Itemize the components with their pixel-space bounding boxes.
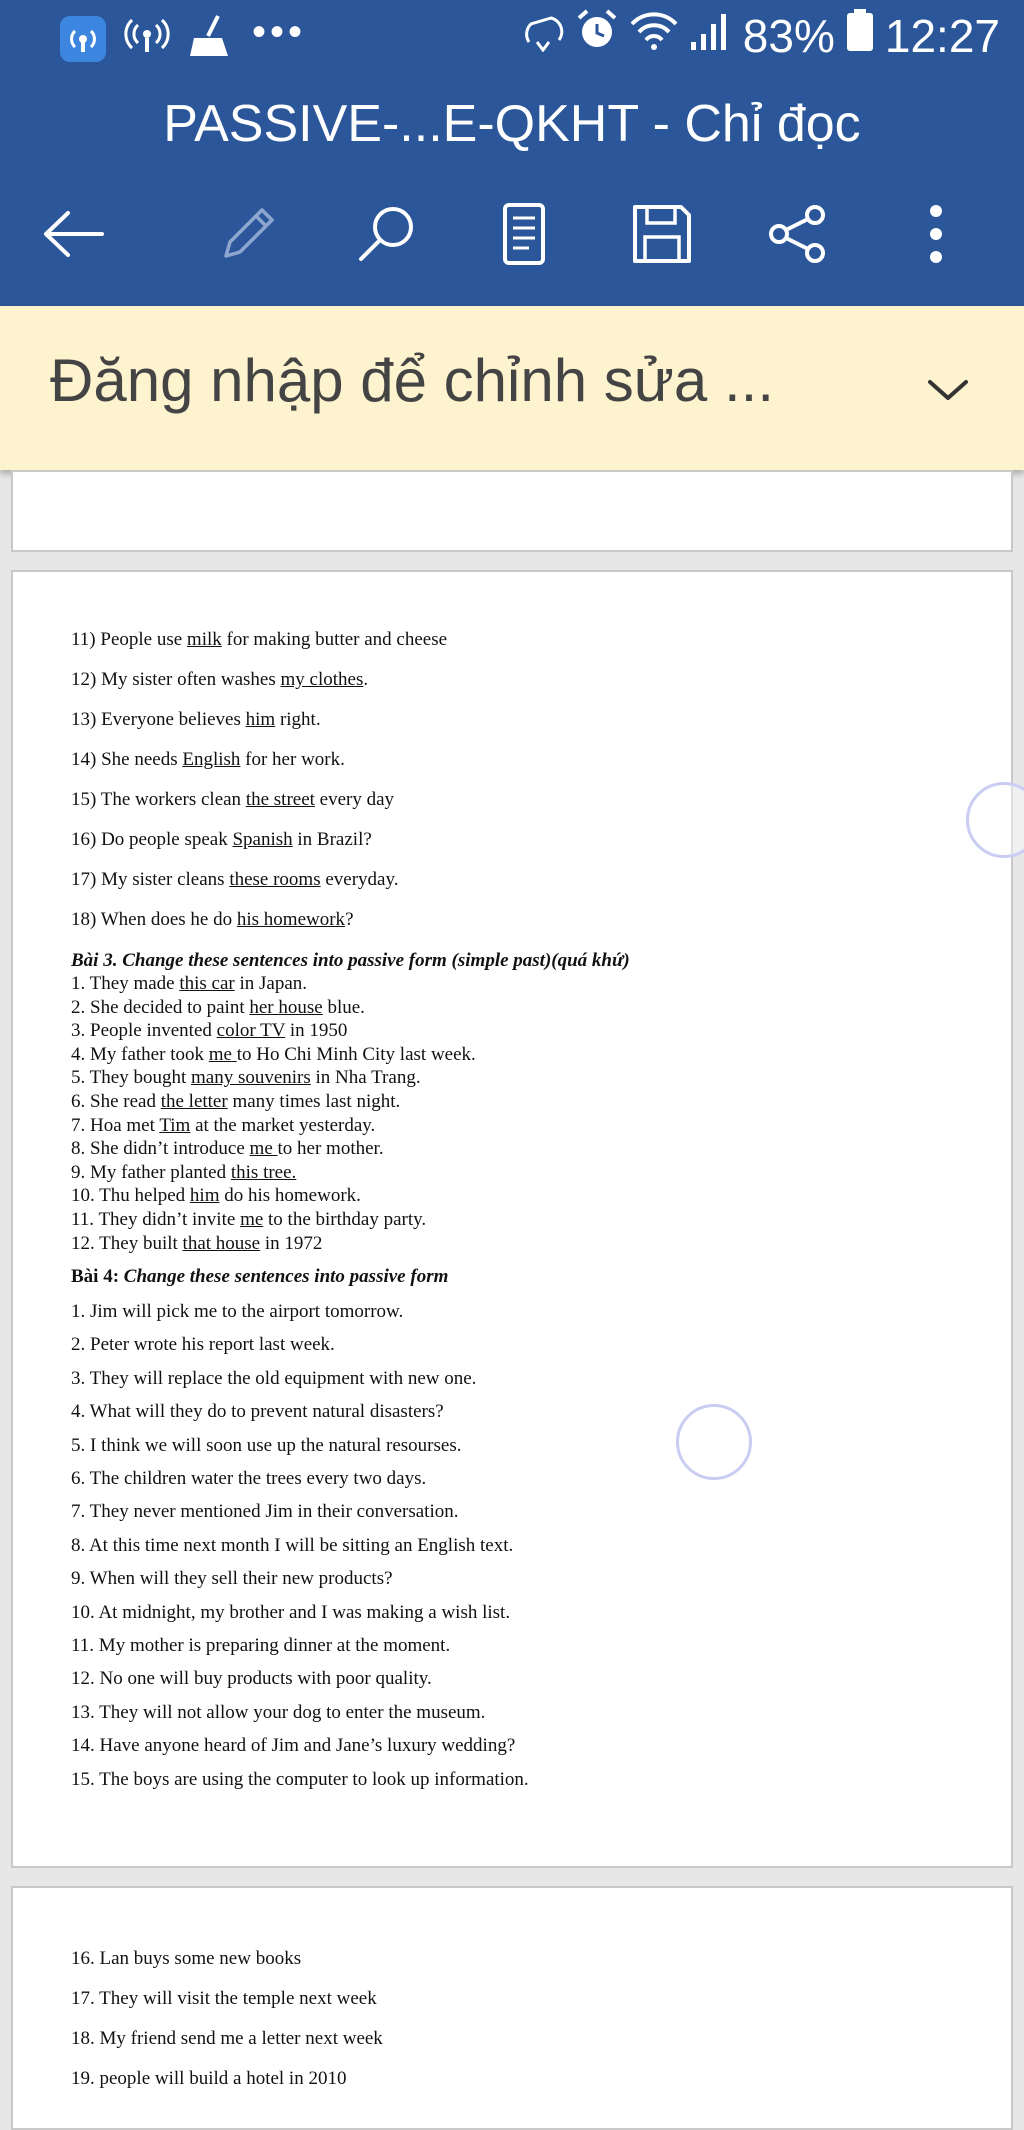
- sign-in-text: Đăng nhập để chỉnh sửa ...: [50, 347, 774, 414]
- sentence-text: .: [363, 669, 369, 690]
- exercise-item: 8. At this time next month I will be sitting an English text.: [71, 1534, 514, 1556]
- exercise-item: 16. Lan buys some new books: [71, 1948, 302, 1969]
- more-options-icon[interactable]: [896, 194, 976, 274]
- exercise-item: 18. My friend send me a letter next week: [71, 2028, 383, 2049]
- sentence-text: 11. They didn’t invite: [71, 1209, 241, 1230]
- exercise-item: 6. The children water the trees every two days.: [71, 1468, 427, 1489]
- document-page-3: [11, 1886, 1013, 2130]
- document-line: [71, 1401, 444, 1423]
- toolbar: [0, 164, 1024, 306]
- sentence-text: 17) My sister cleans: [71, 869, 230, 890]
- section-heading: Change these sentences into passive form: [123, 1266, 449, 1287]
- document-line: [71, 2028, 383, 2050]
- document-line: [71, 950, 630, 972]
- document-line: [71, 1535, 513, 1557]
- exercise-item: 15. The boys are using the computer to look up information.: [71, 1768, 529, 1790]
- document-page-1: [11, 470, 1013, 552]
- exercise-item: 5. I think we will soon use up the natural resourses.: [71, 1434, 462, 1456]
- document-line: [71, 1138, 384, 1160]
- exercise-item: 13. They will not allow your dog to enter the museum.: [71, 1701, 486, 1723]
- back-icon[interactable]: [34, 194, 114, 274]
- sentence-text: 11) People use: [71, 629, 187, 650]
- sentence-text: to her mother.: [277, 1138, 384, 1160]
- sentence-text: every day: [314, 789, 395, 810]
- exercise-item: 4. What will they do to prevent natural disasters?: [71, 1401, 444, 1423]
- document-line: [71, 1044, 476, 1066]
- sentence-text: 3. People invented: [71, 1020, 217, 1042]
- sentence-text: 14) She needs: [71, 749, 183, 770]
- wifi-hotspot-icon: [60, 16, 106, 62]
- sentence-text: for making butter and cheese: [221, 629, 448, 650]
- document-line: [71, 1334, 335, 1356]
- document-line: [71, 1602, 510, 1624]
- alarm-icon: [575, 8, 619, 63]
- sentence-text: 7. Hoa met: [71, 1114, 160, 1136]
- status-bar: [0, 0, 1024, 84]
- underlined-object: him: [245, 709, 276, 730]
- exercise-item: 7. They never mentioned Jim in their conversation.: [71, 1501, 459, 1523]
- sentence-text: 8. She didn’t introduce: [71, 1138, 250, 1160]
- underlined-object: the street: [245, 789, 315, 810]
- document-title: PASSIVE-...E-QKHT - Chỉ đọc: [0, 84, 1024, 164]
- exercise-item: 1. Jim will pick me to the airport tomorrow.: [71, 1301, 404, 1322]
- sentence-text: right.: [275, 709, 321, 730]
- document-line: [71, 1988, 377, 2010]
- underlined-object: English: [182, 749, 241, 770]
- sentence-text: 12. They built: [71, 1232, 183, 1254]
- document-line: [71, 1266, 448, 1288]
- chevron-down-icon[interactable]: [924, 366, 972, 414]
- sentence-text: to the birthday party.: [263, 1209, 427, 1230]
- underlined-object: Tim: [159, 1114, 191, 1136]
- battery-percent: 83%: [742, 9, 835, 62]
- document-line: [71, 1233, 322, 1255]
- document-line: [71, 1020, 347, 1042]
- sentence-text: to Ho Chi Minh City last week.: [236, 1043, 476, 1065]
- underlined-object: me: [249, 1138, 278, 1160]
- sentence-text: 9. My father planted: [71, 1161, 231, 1183]
- document-line: [71, 1368, 476, 1390]
- sentence-text: 16) Do people speak: [71, 829, 233, 850]
- exercise-item: 2. Peter wrote his report last week.: [71, 1334, 335, 1356]
- sentence-text: 13) Everyone believes: [71, 709, 246, 730]
- document-line: [71, 629, 447, 651]
- underlined-object: milk: [186, 629, 222, 650]
- underlined-object: the letter: [160, 1091, 228, 1112]
- document-line: [71, 1301, 403, 1323]
- sentence-text: 18) When does he do: [71, 909, 237, 930]
- sentence-text: everyday.: [320, 869, 399, 890]
- more-notifications-icon: •••: [252, 9, 307, 54]
- exercise-item: 17. They will visit the temple next week: [71, 1988, 377, 2009]
- document-line: [71, 1209, 426, 1231]
- underlined-object: his homework: [236, 909, 346, 930]
- document-line: [71, 2068, 346, 2090]
- underlined-object: this car: [179, 973, 235, 994]
- sentence-text: in 1972: [260, 1232, 323, 1254]
- underlined-object: me: [208, 1043, 237, 1065]
- status-left-icons: [60, 9, 307, 63]
- section-heading: Bài 3. Change these sentences into passive form (simple past)(quá khứ): [71, 950, 630, 971]
- sentence-text: 4. My father took: [71, 1043, 209, 1065]
- sentence-text: 15) The workers clean: [71, 789, 246, 810]
- exercise-item: 11. My mother is preparing dinner at the moment.: [71, 1635, 451, 1656]
- document-line: [71, 1635, 450, 1657]
- cleaner-icon: [188, 14, 234, 63]
- sentence-text: 6. She read: [71, 1091, 161, 1112]
- sentence-text: do his homework.: [219, 1185, 361, 1207]
- sentence-text: for her work.: [240, 749, 345, 770]
- exercise-item: 14. Have anyone heard of Jim and Jane’s luxury wedding?: [71, 1735, 516, 1757]
- document-line: [71, 869, 399, 891]
- wireless-icon: [124, 16, 170, 61]
- sentence-text: at the market yesterday.: [190, 1114, 376, 1136]
- document-line: [71, 1162, 296, 1184]
- document-line: [71, 1435, 461, 1457]
- sentence-text: 10. Thu helped: [71, 1185, 190, 1207]
- page-2-content: [71, 572, 991, 1862]
- document-page-2: [11, 570, 1013, 1868]
- document-line: [71, 1769, 529, 1791]
- sentence-text: in Japan.: [234, 973, 308, 994]
- document-line: [71, 909, 354, 931]
- document-line: [71, 997, 365, 1019]
- sentence-text: in Brazil?: [292, 829, 372, 850]
- sentence-text: many times last night.: [227, 1091, 401, 1112]
- sentence-text: 1. They made: [71, 973, 180, 994]
- document-line: [71, 973, 307, 995]
- wifi-icon: [629, 9, 679, 63]
- document-line: [71, 1067, 421, 1089]
- document-line: [71, 669, 368, 691]
- sentence-text: 5. They bought: [71, 1067, 191, 1089]
- section-label: Bài 4:: [71, 1266, 124, 1287]
- underlined-object: color TV: [216, 1020, 286, 1042]
- page-3-content: [71, 1888, 991, 2118]
- sentence-text: in Nha Trang.: [310, 1067, 421, 1089]
- share-icon[interactable]: [758, 194, 838, 274]
- sign-in-banner[interactable]: [0, 306, 1024, 470]
- underlined-object: this tree.: [230, 1161, 297, 1183]
- document-line: [71, 1115, 375, 1137]
- document-line: [71, 1091, 400, 1113]
- sentence-text: in 1950: [285, 1020, 348, 1042]
- sync-icon: [521, 9, 565, 63]
- document-line: [71, 749, 345, 771]
- underlined-object: these rooms: [229, 869, 321, 890]
- underlined-object: me: [240, 1209, 264, 1230]
- underlined-object: that house: [182, 1232, 261, 1254]
- signal-icon: [689, 9, 733, 63]
- underlined-object: her house: [249, 996, 323, 1018]
- document-line: [71, 789, 394, 811]
- document-line: [71, 829, 372, 851]
- document-line: [71, 1468, 426, 1490]
- document-line: [71, 709, 321, 731]
- document-line: [71, 1501, 458, 1523]
- document-line: [71, 1568, 393, 1590]
- sentence-text: 12) My sister often washes: [71, 669, 281, 690]
- search-icon[interactable]: [346, 194, 426, 274]
- touch-ripple: [676, 1404, 752, 1480]
- clock: 12:27: [884, 9, 1000, 62]
- battery-icon: [845, 8, 875, 63]
- sentence-text: blue.: [322, 996, 365, 1018]
- edit-pencil-icon[interactable]: [208, 194, 288, 274]
- reading-view-icon[interactable]: [484, 194, 564, 274]
- document-line: [71, 1668, 432, 1690]
- exercise-item: 19. people will build a hotel in 2010: [71, 2068, 347, 2089]
- exercise-item: 12. No one will buy products with poor quality.: [71, 1668, 432, 1690]
- underlined-object: many souvenirs: [190, 1067, 311, 1089]
- document-line: [71, 1948, 301, 1970]
- save-icon[interactable]: [622, 194, 702, 274]
- exercise-item: 10. At midnight, my brother and I was making a wish list.: [71, 1601, 511, 1623]
- exercise-item: 9. When will they sell their new products?: [71, 1568, 393, 1590]
- sentence-text: ?: [345, 909, 354, 930]
- document-line: [71, 1735, 515, 1757]
- underlined-object: Spanish: [232, 829, 293, 850]
- document-line: [71, 1185, 361, 1207]
- exercise-item: 3. They will replace the old equipment with new one.: [71, 1367, 477, 1389]
- sentence-text: 2. She decided to paint: [71, 996, 250, 1018]
- status-right: [521, 8, 1000, 63]
- underlined-object: him: [189, 1185, 220, 1207]
- underlined-object: my clothes: [280, 669, 364, 690]
- document-line: [71, 1702, 485, 1724]
